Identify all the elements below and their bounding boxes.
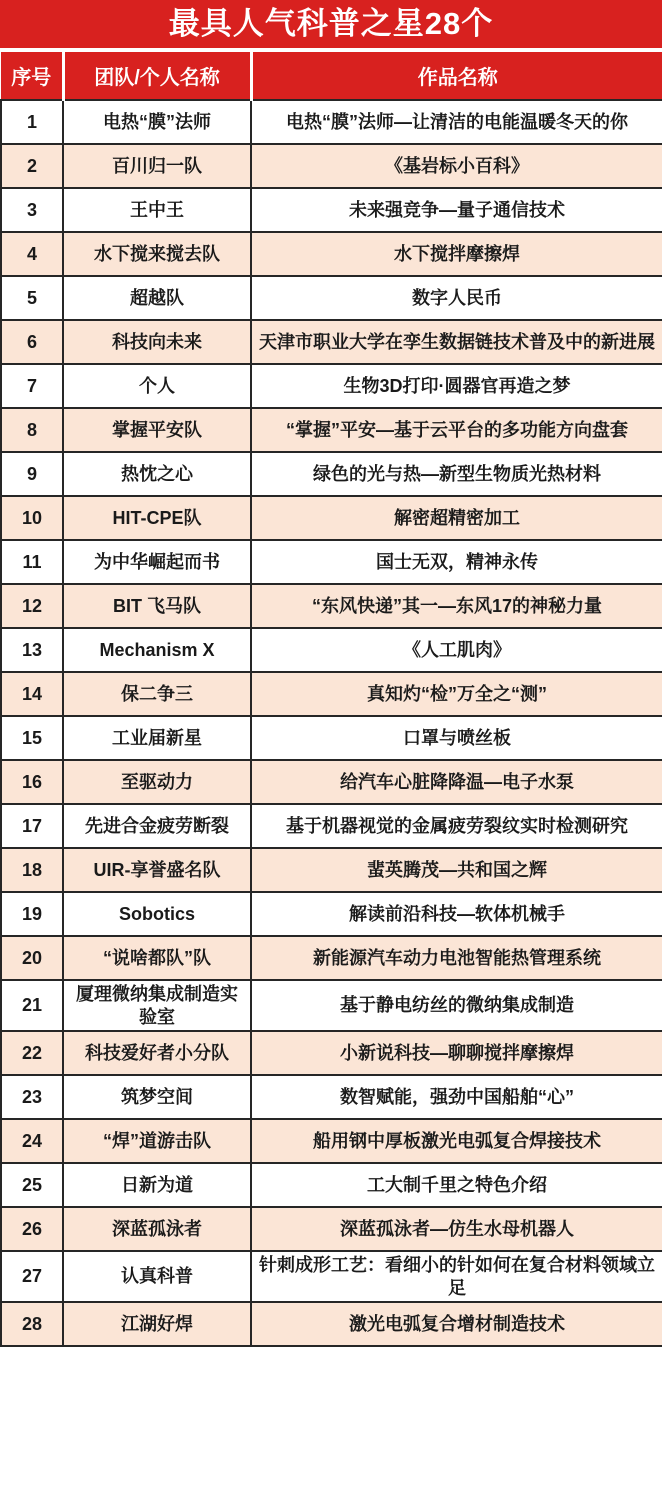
work-title-cell: “东风快递”其一—东风17的神秘力量 — [251, 584, 662, 628]
team-name-cell: 深蓝孤泳者 — [63, 1207, 251, 1251]
work-title-cell: 工大制千里之特色介绍 — [251, 1163, 662, 1207]
work-title-cell: 解密超精密加工 — [251, 496, 662, 540]
work-title-cell: 基于静电纺丝的微纳集成制造 — [251, 980, 662, 1031]
row-number-cell: 11 — [1, 540, 63, 584]
team-name-cell: 百川归一队 — [63, 144, 251, 188]
work-title-cell: 未来强竞争—量子通信技术 — [251, 188, 662, 232]
table-body — [1, 100, 662, 1346]
work-title-cell: 基于机器视觉的金属疲劳裂纹实时检测研究 — [251, 804, 662, 848]
row-number-cell: 19 — [1, 892, 63, 936]
table-row — [1, 760, 662, 804]
team-name-cell: 热忱之心 — [63, 452, 251, 496]
work-title-cell: 水下搅拌摩擦焊 — [251, 232, 662, 276]
results-table — [0, 48, 662, 1347]
team-name-cell: 先进合金疲劳断裂 — [63, 804, 251, 848]
table-row — [1, 672, 662, 716]
table-row — [1, 1207, 662, 1251]
team-name-cell: 掌握平安队 — [63, 408, 251, 452]
table-row — [1, 1031, 662, 1075]
work-title-cell: 小新说科技—聊聊搅拌摩擦焊 — [251, 1031, 662, 1075]
row-number-cell: 16 — [1, 760, 63, 804]
table-row — [1, 1119, 662, 1163]
table-row — [1, 980, 662, 1031]
team-name-cell: BIT 飞马队 — [63, 584, 251, 628]
row-number-cell: 1 — [1, 100, 63, 144]
table-row — [1, 584, 662, 628]
row-number-cell: 4 — [1, 232, 63, 276]
team-name-cell: UIR-享誉盛名队 — [63, 848, 251, 892]
row-number-cell: 5 — [1, 276, 63, 320]
row-number-cell: 26 — [1, 1207, 63, 1251]
table-row — [1, 276, 662, 320]
table-row — [1, 232, 662, 276]
table-row — [1, 716, 662, 760]
team-name-cell: 筑梦空间 — [63, 1075, 251, 1119]
team-name-cell: Mechanism X — [63, 628, 251, 672]
team-name-cell: HIT-CPE队 — [63, 496, 251, 540]
work-title-cell: 针刺成形工艺：看细小的针如何在复合材料领域立足 — [251, 1251, 662, 1302]
team-name-cell: Sobotics — [63, 892, 251, 936]
table-row — [1, 188, 662, 232]
work-title-cell: 口罩与喷丝板 — [251, 716, 662, 760]
team-name-cell: 科技爱好者小分队 — [63, 1031, 251, 1075]
team-name-cell: “焊”道游击队 — [63, 1119, 251, 1163]
row-number-cell: 3 — [1, 188, 63, 232]
col-header-work: 作品名称 — [251, 50, 662, 100]
row-number-cell: 28 — [1, 1302, 63, 1346]
row-number-cell: 24 — [1, 1119, 63, 1163]
work-title-cell: 蜚英腾茂—共和国之辉 — [251, 848, 662, 892]
team-name-cell: 保二争三 — [63, 672, 251, 716]
work-title-cell: 真知灼“检”万全之“测” — [251, 672, 662, 716]
team-name-cell: 王中王 — [63, 188, 251, 232]
work-title-cell: 数智赋能，强劲中国船舶“心” — [251, 1075, 662, 1119]
team-name-cell: 科技向未来 — [63, 320, 251, 364]
team-name-cell: 水下搅来搅去队 — [63, 232, 251, 276]
row-number-cell: 14 — [1, 672, 63, 716]
row-number-cell: 15 — [1, 716, 63, 760]
table-row — [1, 1302, 662, 1346]
row-number-cell: 25 — [1, 1163, 63, 1207]
table-row — [1, 496, 662, 540]
header-row — [1, 50, 662, 100]
row-number-cell: 8 — [1, 408, 63, 452]
team-name-cell: 厦理微纳集成制造实验室 — [63, 980, 251, 1031]
row-number-cell: 27 — [1, 1251, 63, 1302]
row-number-cell: 23 — [1, 1075, 63, 1119]
table-row — [1, 540, 662, 584]
work-title-cell: 解读前沿科技—软体机械手 — [251, 892, 662, 936]
team-name-cell: 日新为道 — [63, 1163, 251, 1207]
row-number-cell: 10 — [1, 496, 63, 540]
col-header-index: 序号 — [1, 50, 63, 100]
team-name-cell: 电热“膜”法师 — [63, 100, 251, 144]
team-name-cell: 江湖好焊 — [63, 1302, 251, 1346]
table-header — [1, 50, 662, 100]
col-header-team: 团队/个人名称 — [63, 50, 251, 100]
row-number-cell: 17 — [1, 804, 63, 848]
row-number-cell: 18 — [1, 848, 63, 892]
page-title: 最具人气科普之星28个 — [0, 0, 662, 48]
work-title-cell: 船用钢中厚板激光电弧复合焊接技术 — [251, 1119, 662, 1163]
work-title-cell: “掌握”平安—基于云平台的多功能方向盘套 — [251, 408, 662, 452]
row-number-cell: 7 — [1, 364, 63, 408]
work-title-cell: 深蓝孤泳者—仿生水母机器人 — [251, 1207, 662, 1251]
work-title-cell: 激光电弧复合增材制造技术 — [251, 1302, 662, 1346]
row-number-cell: 9 — [1, 452, 63, 496]
row-number-cell: 6 — [1, 320, 63, 364]
row-number-cell: 21 — [1, 980, 63, 1031]
table-row — [1, 848, 662, 892]
table-row — [1, 1075, 662, 1119]
work-title-cell: 新能源汽车动力电池智能热管理系统 — [251, 936, 662, 980]
team-name-cell: 为中华崛起而书 — [63, 540, 251, 584]
table-row — [1, 1251, 662, 1302]
table-row — [1, 364, 662, 408]
table-row — [1, 100, 662, 144]
team-name-cell: 至驱动力 — [63, 760, 251, 804]
table-row — [1, 1163, 662, 1207]
table-row — [1, 804, 662, 848]
work-title-cell: 给汽车心脏降降温—电子水泵 — [251, 760, 662, 804]
work-title-cell: 电热“膜”法师—让清洁的电能温暖冬天的你 — [251, 100, 662, 144]
row-number-cell: 13 — [1, 628, 63, 672]
work-title-cell: 国士无双，精神永传 — [251, 540, 662, 584]
team-name-cell: 认真科普 — [63, 1251, 251, 1302]
row-number-cell: 20 — [1, 936, 63, 980]
table-row — [1, 452, 662, 496]
work-title-cell: 数字人民币 — [251, 276, 662, 320]
work-title-cell: 生物3D打印·圆器官再造之梦 — [251, 364, 662, 408]
work-title-cell: 绿色的光与热—新型生物质光热材料 — [251, 452, 662, 496]
row-number-cell: 2 — [1, 144, 63, 188]
table-row — [1, 892, 662, 936]
table-row — [1, 408, 662, 452]
table-row — [1, 628, 662, 672]
team-name-cell: 个人 — [63, 364, 251, 408]
team-name-cell: “说啥都队”队 — [63, 936, 251, 980]
team-name-cell: 超越队 — [63, 276, 251, 320]
table-row — [1, 320, 662, 364]
table-row — [1, 144, 662, 188]
table-row — [1, 936, 662, 980]
row-number-cell: 12 — [1, 584, 63, 628]
team-name-cell: 工业届新星 — [63, 716, 251, 760]
work-title-cell: 《基岩标小百科》 — [251, 144, 662, 188]
row-number-cell: 22 — [1, 1031, 63, 1075]
work-title-cell: 天津市职业大学在孪生数据链技术普及中的新进展 — [251, 320, 662, 364]
work-title-cell: 《人工肌肉》 — [251, 628, 662, 672]
